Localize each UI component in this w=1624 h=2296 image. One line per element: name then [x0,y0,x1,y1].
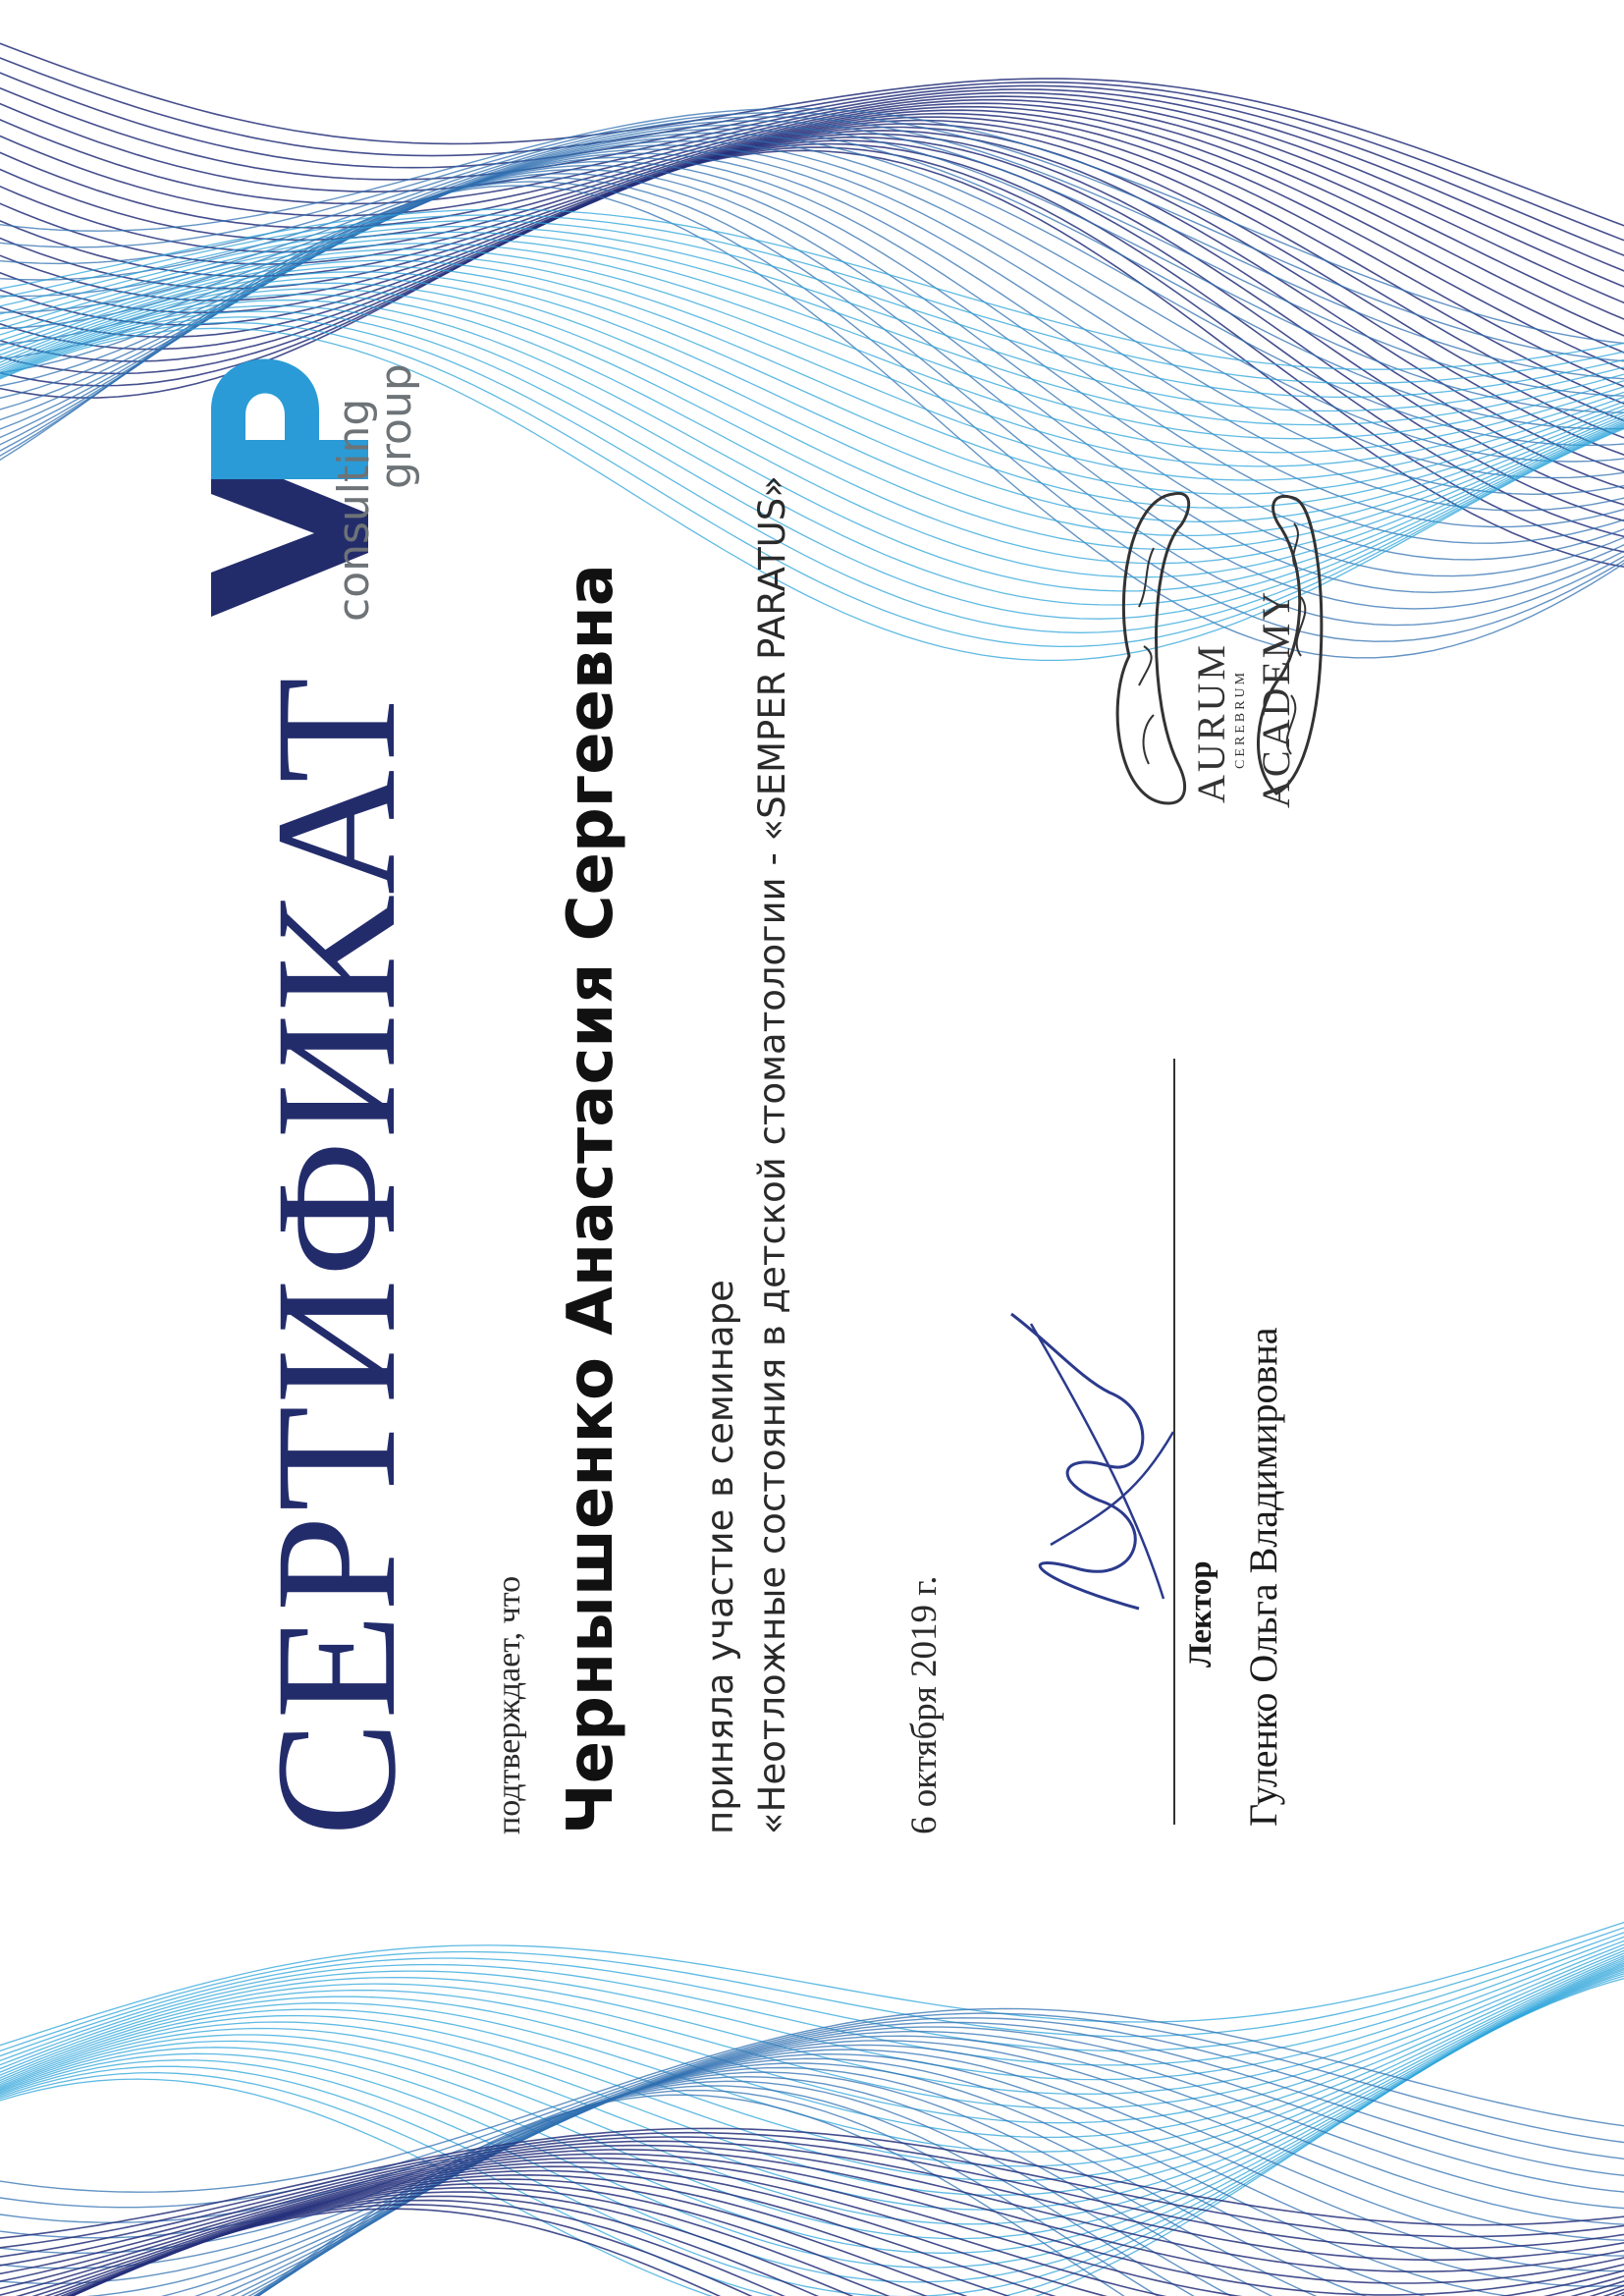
participation-text: приняла участие в семинаре [699,1280,741,1834]
certificate-date: 6 октября 2019 г. [904,1575,945,1834]
vp-logo-group: group [371,363,421,489]
seminar-title: «Неотложные состояния в детской стоматологии - «SEMPER PARATUS» [751,475,793,1834]
lecturer-name: Гуленко Ольга Владимировна [1241,1327,1285,1827]
aurum-logo-word-cerebrum: CEREBRUM [1233,669,1248,769]
certificate-title: СЕРТИФИКАТ [241,675,432,1836]
aurum-logo-word-aurum: AURUM [1189,642,1233,803]
recipient-name: Чернышенко Анастасия Сергеевна [555,564,627,1834]
aurum-logo-word-academy: ACADEMY [1254,588,1298,808]
vp-logo-consulting: consulting [329,398,379,622]
lecturer-label: Лектор [1183,1560,1218,1667]
confirms-text: подтверждает, что [491,1575,527,1834]
lecturer-signature [992,1304,1198,1638]
